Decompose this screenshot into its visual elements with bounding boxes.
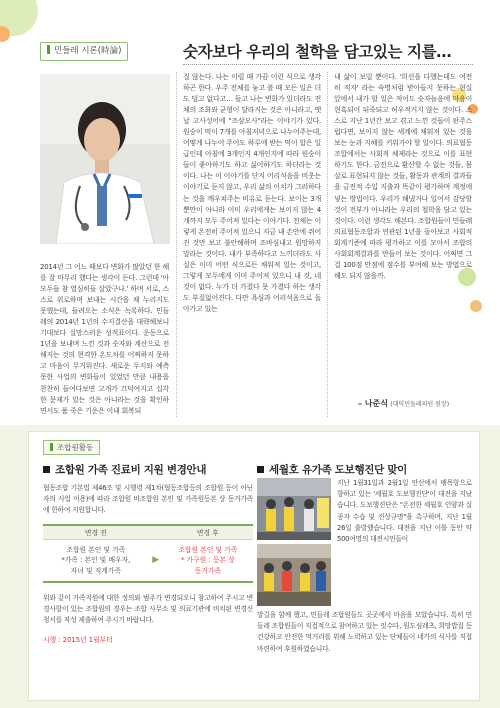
family-support-note: 위와 같이 가족지원에 대한 정의와 범주가 변경되오니 참고하여 주시고 변경사항이 있는 조합원의 경우는 조합 사무소 및 의료기관에 비치된 변경신청서를 작성 제출하여 주시기 바랍니다. xyxy=(43,593,253,625)
table-header-after: 변경 후 xyxy=(163,525,253,540)
column-author xyxy=(358,398,449,409)
headline-underline xyxy=(183,64,473,65)
column-text-col3: 내 삶이 보일 뿐이다. '희선을 다했는데도 여전히 적자' 라는 숙명처럼 받아들지 못하는 현실 앞에서 내가 할 일은 적어도 숫자놀음에 마음이 현혹되어 뒤죽되고 허우적거지 않는 것이다. 스스로 지난 1년간 보고 겪고 느낀 것들이 판주스럽다면, 보이지 않는 세계에 채워져 있는 것을 보는 눈과 지혜를 키워가야 할 일이다. 의료협동조합에서는 사회적 체제라는 것으로 이를 표현하기도 한다. 금전으로 환산할 수 없는 것들, 몸살로 표현되지 않는 것들, 활동과 관계의 결과들을 금전적 수입 지출과 똑같이 평가하며 계정에 넣는 방법이다. 우리가 해냈거나 일어서 감당할 것이 전부가 아니라는 우리의 철학을 담고 있는 것이다. 이런 생각도 해본다. 조합원들이 민들레의료협동조합과 연관된 1년을 돌아보고 사회적 회계기준에 따라 평가하고 이를 모아서 조합의 사회회계결과를 만들어 보는 것이다. 어쩌면 그걸 100점 만점에 점수를 부여해 보는 방법으로 해도 되지 않을까. xyxy=(334,73,472,280)
table-cell-after: 조합원 본인 및 가족 * 가구원 : 등본 상 동거가족 xyxy=(163,540,253,582)
column-text-col1: 2014년 그 어느 때보다 변화가 많았던 한 해를 잘 마무리 했다는 생각이 든다. 그런데 '아 모두들 참 열심히들 살았구나.' 하며 서로, 스스로 위로하며 보내는 시간을 채 누리지도 못했는데, 들려오는 소식은 녹록하다. 민들레의 2014년 1년의 수지결산을 대략해보니 기대보다 실망스러운 성적표이다. 운동으로 1년을 보내며 느낀 것과 숫자와 계산으로 전해지는 것의 현격한 온도차를 어찌하지 못하고 마음이 무거워진다. 새로운 두지와 예측 못한 사업의 변화들이 있었던 만큼 내용을 찬찬히 들여다보면 고개가 끄덕여지고 십각한 문제가 있는 것은 아니라는 것을 확인하면서도 품 죽은 기운은 이내 회복되 xyxy=(40,263,169,415)
column-divider xyxy=(176,72,177,417)
column-headline: 숫자보다 우리의 철학을 담고있는 지를… xyxy=(183,43,452,61)
family-support-intro: 협동조합 기본법 제46조 및 시행령 제1차(협동조합등의 조합원 등이 아닌 자의 사업 이용)에 따라 조합원 비조합원 본인 및 가족원등본 상 동거가족에 한하여 지원합니다. xyxy=(43,484,253,515)
activity-category-tag: 조합원활동 xyxy=(43,440,100,455)
decorative-circle-orange xyxy=(0,26,10,42)
family-support-article xyxy=(43,462,253,644)
activity-section xyxy=(0,425,500,708)
activity-panel xyxy=(28,431,480,701)
family-support-title: 조합원 가족 진료비 지원 변경안내 xyxy=(43,462,253,477)
change-table xyxy=(43,524,253,583)
sewol-march-text-1: 지난 1월31일과 2월1일 안산에서 팽목항으로 향하고 있는 '세월호 도보행진단'이 대전을 지났습니다. 도보행진단은 "온전한 세월호 인양과 실종자 수습 및 진상규명"을 촉구하며, 지난 1월 26일 출발했습니다. 대전을 지난 이틀 동안 약 500여명의 대전시민들이 xyxy=(337,479,472,544)
column-divider xyxy=(327,72,328,417)
column-text-col2: 질 않는다. 나는 이럴 때 가끔 이런 식으로 생각하곤 한다. 우주 전체를 놓고 볼 때 모든 일은 더도 덜고 없다고… 들고 나는 변화가 있더라도 전체의 조화와 균형이 달라지는 것은 아니라고, 옛날 고사성어에 "조삼모사"라는 이야기가 있다. 원숭이 먹이 7개를 아침저녁으로 나누어주는데, 어떻게 나누어 주어도 하루에 받는 먹이 합은 일급인데 아침에 3개인지 4개인지에 따라 원숭이들이 좋아하기도 하고 싫어하기도 하더라는 것이다. 나는 이 이야기를 단지 어리석음을 비웃는 이야기로 듣지 않고, 우리 삶의 이치가 그러하다는 것을 깨우쳐주는 비유로 듣는다. 보이는 3개뿐만이 아니라 이미 우리에게는 보이지 않는 4개까지 모두 주어져 있다는 이야기다. 전체는 이렇게 온전히 주어져 있으니 지금 내 손안에 쥐어진 것만 보고 불안해하며 조바심내고 원망하지 말라는 것이다. 내가 부족하다고 느끼더라도 사실은 이미 어떤 식으로든 채워져 있는 것이고, 그렇게 모두에게 이미 주어져 있으니 내 것, 네 것이 없다. 누가 더 가졌다 못 가졌다 하는 생각도 부질없어진다. 다만 욕심과 어리석음으로 돌아가고 있는 xyxy=(183,73,321,313)
arrow-right-icon: ▶ xyxy=(149,540,163,582)
sewol-march-title: 세월호 유가족 도보행진단 맞이 xyxy=(257,462,472,477)
sewol-march-article xyxy=(257,462,472,653)
column-category-tag: 민들레 시론(時論) xyxy=(40,42,128,61)
table-header-before: 변경 전 xyxy=(43,525,149,540)
table-cell-before: 조합원 본인 및 가족 *가족 : 본인 및 배우자, 자녀 및 직계가족 xyxy=(43,540,149,582)
author-photo xyxy=(40,74,170,244)
march-photo-marchers xyxy=(257,478,331,606)
sewol-march-photos xyxy=(257,478,331,610)
family-support-period: 시행 : 2015년 1월부터 xyxy=(43,636,113,645)
author-name: – 나준식 xyxy=(358,399,388,408)
author-title: (대덕민들레의원 원장) xyxy=(390,401,450,408)
sewol-march-text-2: 발길을 함께 했고, 민들레 조합원들도 곳곳에서 마음을 모았습니다. 특히 민들레 조합원들이 직접적으로 참여하고 있는 잇수다, 원도심레츠, 희망밥집 등 건강하고 안전한 먹거리를 위해 노력하고 있는 단체들이 네가의 식사를 직접 마련하여 후원하였습니다. xyxy=(257,611,472,653)
